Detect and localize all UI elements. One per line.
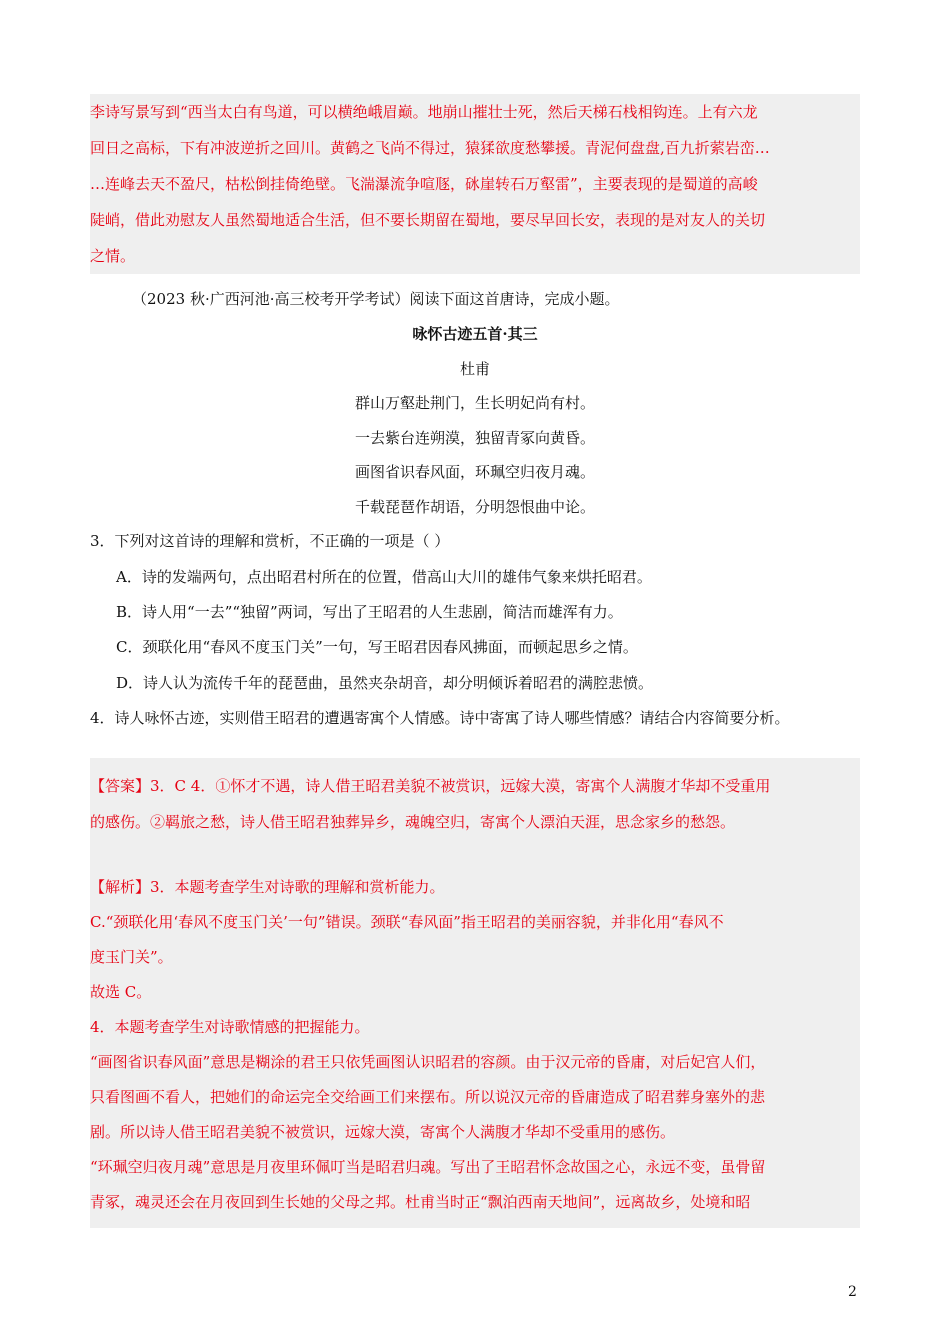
analysis-line: 只看图画不看人，把她们的命运完全交给画工们来摆布。所以说汉元帝的昏庸造成了昭君葬身塞外的悲	[90, 1088, 766, 1106]
answer-line: 【答案】3．C 4．①怀才不遇，诗人借王昭君美貌不被赏识，远嫁大漠，寄寓个人满腹才华却不受重用	[90, 777, 771, 795]
page-number: 2	[848, 1284, 857, 1300]
poem-line: 千载琵琶作胡语，分明怨恨曲中论。	[354, 498, 595, 516]
poem-line: 一去紫台连朔漠，独留青冢向黄昏。	[354, 429, 595, 447]
analysis-line: 陡峭，借此劝慰友人虽然蜀地适合生活，但不要长期留在蜀地，要尽早回长安，表现的是对友人的关切	[90, 211, 766, 229]
question-3-stem: 3．下列对这首诗的理解和赏析，不正确的一项是（ ）	[90, 532, 450, 550]
analysis-line: 李诗写景写到“西当太白有鸟道，可以横绝峨眉巅。地崩山摧壮士死，然后天梯石栈相钩连。上有六龙	[90, 103, 758, 121]
question-3-option-c: C．颈联化用“春风不度玉门关”一句，写王昭君因春风拂面，而顿起思乡之情。	[116, 638, 638, 656]
poem-title: 咏怀古迹五首·其三	[412, 325, 538, 343]
answer-block	[90, 768, 860, 840]
poem-author: 杜甫	[459, 360, 490, 378]
question-3-option-b: B．诗人用“一去”“独留”两词，写出了王昭君的人生悲剧，简洁而雄浑有力。	[116, 603, 623, 621]
question-source: （2023 秋·广西河池·高三校考开学考试）阅读下面这首唐诗，完成小题。	[132, 290, 620, 308]
question-4-stem: 4．诗人咏怀古迹，实则借王昭君的遭遇寄寓个人情感。诗中寄寓了诗人哪些情感？请结合内容简要分析。	[90, 709, 790, 727]
previous-analysis-block	[90, 94, 860, 274]
analysis-line: 青冢，魂灵还会在月夜回到生长她的父母之邦。杜甫当时正“飘泊西南天地间”，远离故乡，处境和昭	[90, 1193, 751, 1211]
analysis-line: 4．本题考查学生对诗歌情感的把握能力。	[90, 1018, 370, 1036]
question-3-option-d: D．诗人认为流传千年的琵琶曲，虽然夹杂胡音，却分明倾诉着昭君的满腔悲愤。	[116, 674, 654, 692]
analysis-block	[90, 870, 860, 1220]
analysis-line: 剧。所以诗人借王昭君美貌不被赏识，远嫁大漠，寄寓个人满腹才华却不受重用的感伤。	[90, 1123, 676, 1141]
analysis-line: …连峰去天不盈尺，枯松倒挂倚绝壁。飞湍瀑流争喧豗，砯崖转石万壑雷”，主要表现的是蜀道的高峻	[90, 175, 758, 193]
poem-line: 群山万壑赴荆门，生长明妃尚有村。	[354, 394, 595, 412]
analysis-line: C.“颈联化用‘春风不度玉门关’一句”错误。颈联“春风面”指王昭君的美丽容貌，并非化用“春风不	[90, 913, 724, 931]
analysis-line: “画图省识春风面”意思是糊涂的君王只依凭画图认识昭君的容颜。由于汉元帝的昏庸，对后妃宫人们，	[90, 1053, 766, 1071]
question-3-option-a: A．诗的发端两句，点出昭君村所在的位置，借高山大川的雄伟气象来烘托昭君。	[116, 568, 652, 586]
analysis-line: 回日之高标，下有冲波逆折之回川。黄鹤之飞尚不得过，猿猱欲度愁攀援。青泥何盘盘,百九折萦岩峦…	[90, 139, 770, 157]
analysis-line: “环珮空归夜月魂”意思是月夜里环佩叮当是昭君归魂。写出了王昭君怀念故国之心，永远不变，虽骨留	[90, 1158, 766, 1176]
analysis-line: 度玉门关”。	[90, 948, 173, 966]
analysis-line: 【解析】3．本题考查学生对诗歌的理解和赏析能力。	[90, 878, 445, 896]
answer-line: 的感伤。②羁旅之愁，诗人借王昭君独葬异乡，魂魄空归，寄寓个人漂泊天涯，思念家乡的愁怨。	[90, 813, 736, 831]
analysis-line: 之情。	[90, 247, 136, 265]
analysis-line: 故选 C。	[90, 983, 152, 1001]
poem-line: 画图省识春风面，环珮空归夜月魂。	[354, 463, 595, 481]
